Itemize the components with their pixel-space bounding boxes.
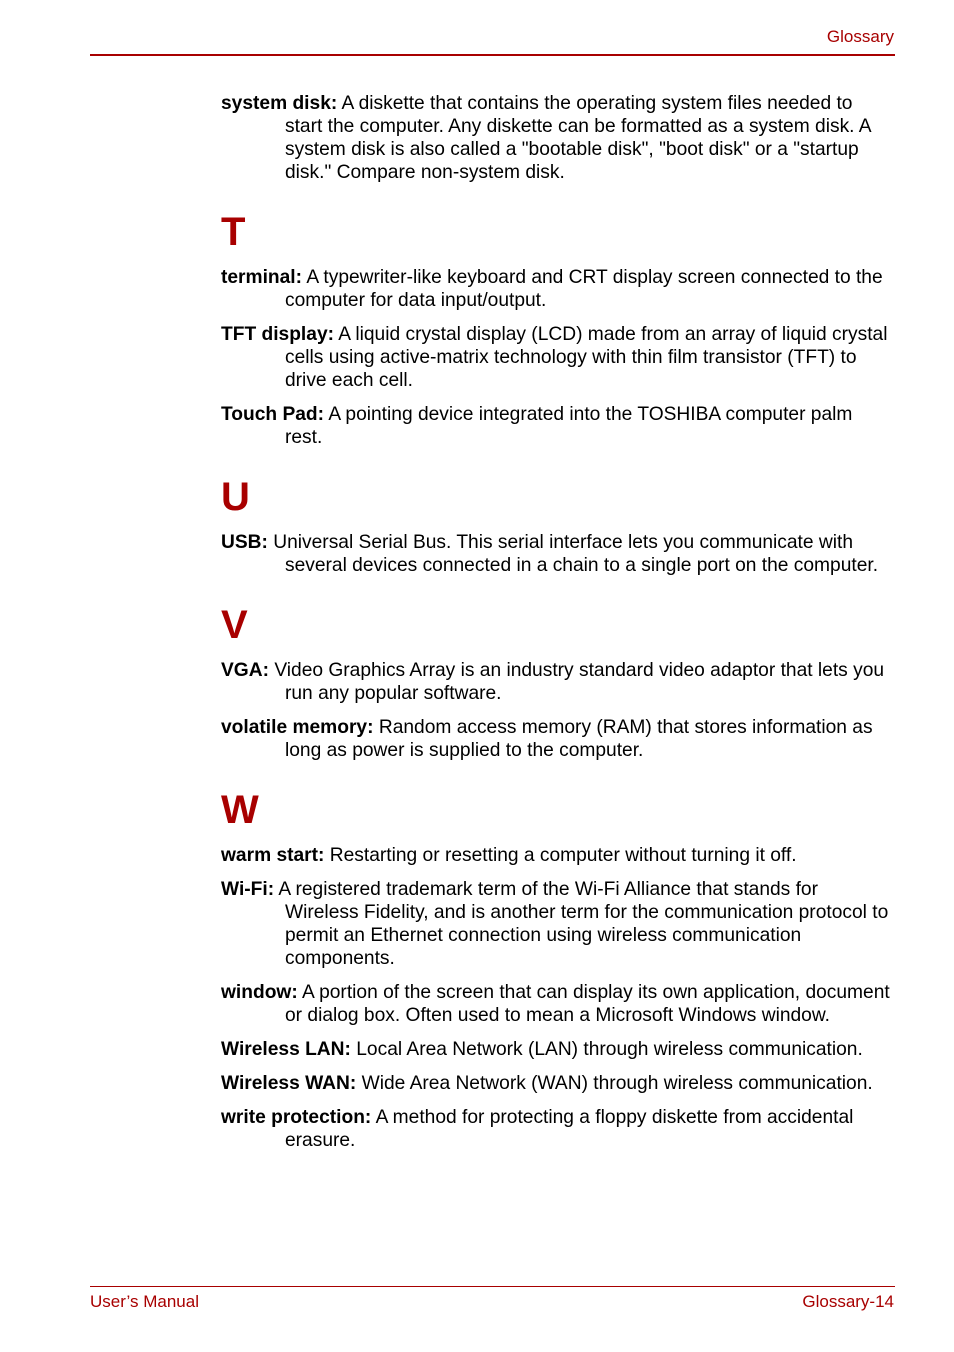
section-letter-heading: V: [221, 603, 248, 647]
glossary-entry: [221, 323, 891, 392]
glossary-content: [221, 92, 891, 1163]
glossary-entry: [221, 716, 891, 762]
glossary-definition: Random access memory (RAM) that stores information as long as power is supplied to the computer.: [285, 717, 873, 761]
glossary-definition: Wide Area Network (WAN) through wireless communication.: [361, 1073, 873, 1094]
footer-page-number: Glossary-14: [802, 1292, 894, 1311]
page-header-title: Glossary: [826, 27, 894, 46]
footer-rule: [90, 1286, 895, 1287]
glossary-definition: Universal Serial Bus. This serial interface lets you communicate with several devices connected in a chain to a single port on the computer.: [273, 532, 879, 576]
glossary-term: system disk:: [221, 93, 338, 114]
glossary-entry: [221, 531, 891, 577]
glossary-section-v: [221, 603, 891, 762]
glossary-entry: [221, 92, 891, 184]
footer-manual-title: User’s Manual: [90, 1292, 199, 1311]
glossary-definition: A liquid crystal display (LCD) made from an array of liquid crystal cells using active-matrix technology with thin film transistor (TFT) to drive each cell.: [285, 324, 888, 391]
glossary-term: terminal:: [221, 267, 303, 288]
glossary-entry: [221, 403, 891, 449]
glossary-entry: [221, 1072, 891, 1095]
glossary-entry: [221, 1106, 891, 1152]
header-rule: [90, 54, 895, 56]
glossary-term: Touch Pad:: [221, 404, 325, 425]
glossary-term: TFT display:: [221, 324, 334, 345]
glossary-definition: A diskette that contains the operating system files needed to start the computer. Any diskette can be formatted as a system disk. A system disk is also called a "bootable disk", "boot disk" or a "startup disk." Compare non-system disk.: [285, 93, 871, 183]
glossary-term: window:: [221, 982, 298, 1003]
glossary-entry: [221, 659, 891, 705]
glossary-entry: [221, 266, 891, 312]
glossary-section-w: [221, 788, 891, 1152]
glossary-term: Wireless LAN:: [221, 1039, 351, 1060]
glossary-entry: [221, 981, 891, 1027]
glossary-term: warm start:: [221, 845, 325, 866]
glossary-term: Wi-Fi:: [221, 879, 275, 900]
glossary-definition: Local Area Network (LAN) through wireless communication.: [356, 1039, 863, 1060]
glossary-term: volatile memory:: [221, 717, 374, 738]
glossary-definition: A portion of the screen that can display its own application, document or dialog box. Often used to mean a Microsoft Windows window.: [285, 982, 890, 1026]
glossary-term: VGA:: [221, 660, 269, 681]
glossary-term: write protection:: [221, 1107, 372, 1128]
glossary-definition: Video Graphics Array is an industry standard video adaptor that lets you run any popular software.: [274, 660, 885, 704]
glossary-definition: Restarting or resetting a computer without turning it off.: [329, 845, 797, 866]
glossary-section-u: [221, 475, 891, 577]
glossary-definition: A method for protecting a floppy diskette from accidental erasure.: [285, 1107, 854, 1151]
glossary-definition: A typewriter-like keyboard and CRT display screen connected to the computer for data input/output.: [285, 267, 883, 311]
section-letter-heading: U: [221, 475, 250, 519]
glossary-definition: A pointing device integrated into the TOSHIBA computer palm rest.: [285, 404, 853, 448]
glossary-term: Wireless WAN:: [221, 1073, 357, 1094]
section-letter-heading: W: [221, 788, 259, 832]
glossary-definition: A registered trademark term of the Wi-Fi Alliance that stands for Wireless Fidelity, and is another term for the communication protocol to permit an Ethernet connection using wireless communication components.: [278, 879, 889, 969]
section-letter-heading: T: [221, 210, 246, 254]
glossary-entry: [221, 1038, 891, 1061]
glossary-entry: [221, 878, 891, 970]
glossary-section-t: [221, 210, 891, 449]
glossary-section: [221, 92, 891, 184]
glossary-term: USB:: [221, 532, 268, 553]
glossary-entry: [221, 844, 891, 867]
